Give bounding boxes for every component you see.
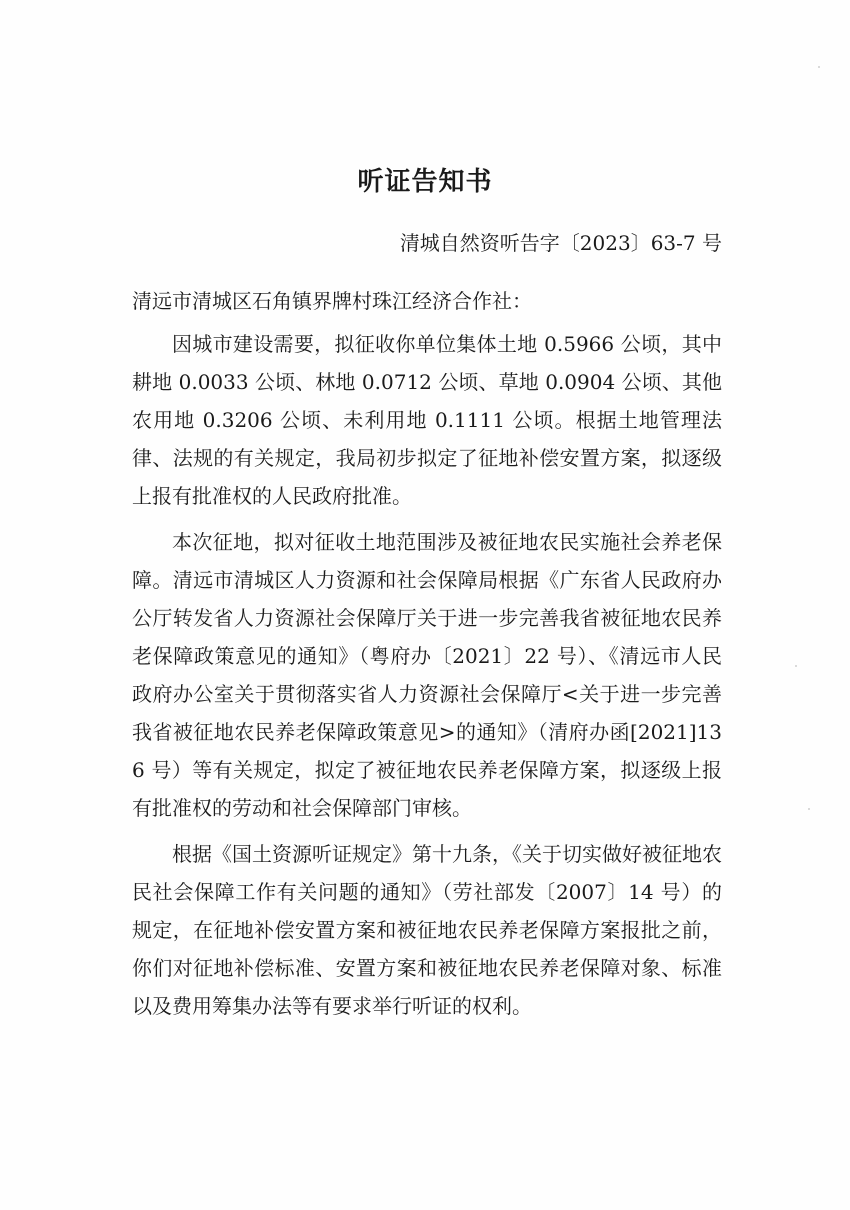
scan-speck [795,665,797,667]
document-title: 听证告知书 [357,167,493,197]
scan-speck [808,808,810,810]
paragraph-1: 因城市建设需要，拟征收你单位集体土地 0.5966 公顷，其中耕地 0.0033 公顷、林地 0.0712 公顷、草地 0.0904 公顷、其他农用地 0.3206 公顷、未利用地 0.1111 公顷。根据土地管理法律、法规的有关规定，我局初步拟定了征地补偿安置方案，拟逐级上报有批准权的人民政府批准。 [132,332,722,508]
scan-speck [818,66,820,68]
paragraph-2: 本次征地，拟对征收土地范围涉及被征地农民实施社会养老保障。清远市清城区人力资源和社会保障局根据《广东省人民政府办公厅转发省人力资源社会保障厅关于进一步完善我省被征地农民养老保障政策意见的通知》（粤府办〔2021〕22 号）、《清远市人民政府办公室关于贯彻落实省人力资源社会保障厅<关于进一步完善我省被征地农民养老保障政策意见>的通知》（清府办函[2021]136 号）等有关规定，拟定了被征地农民养老保障方案，拟逐级上报有批准权的劳动和社会保障部门审核。 [132,530,722,820]
salutation: 清远市清城区石角镇界牌村珠江经济合作社： [132,289,532,313]
paragraph-3: 根据《国土资源听证规定》第十九条，《关于切实做好被征地农民社会保障工作有关问题的通知》（劳社部发〔2007〕14 号）的规定，在征地补偿安置方案和被征地农民养老保障方案报批之前，你们对征地补偿标准、安置方案和被征地农民养老保障对象、标准以及费用筹集办法等有要求举行听证的权利。 [132,842,722,1018]
document-number: 清城自然资听告字〔2023〕63-7 号 [399,231,722,255]
document-body [132,325,722,1033]
